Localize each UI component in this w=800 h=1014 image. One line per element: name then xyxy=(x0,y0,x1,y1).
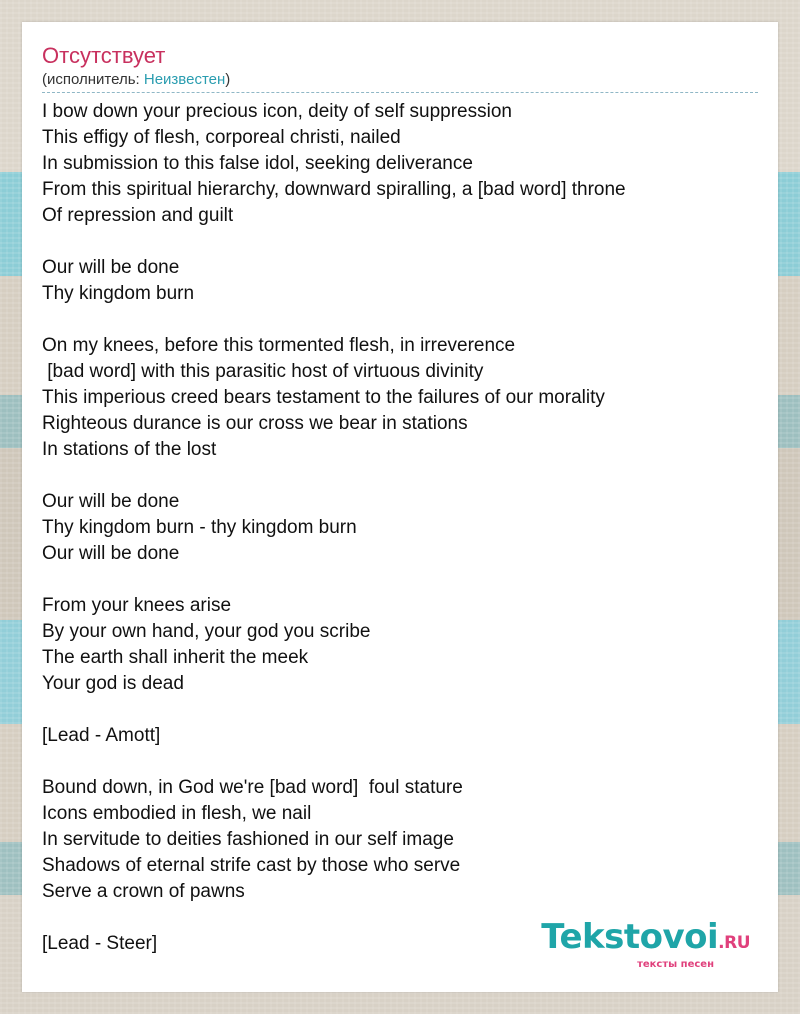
lyric-line: Our will be done xyxy=(42,543,180,564)
song-title: Отсутствует xyxy=(42,43,166,68)
artist-suffix: ) xyxy=(225,71,231,88)
lyric-line: [bad word] with this parasitic host of virtuous divinity xyxy=(42,361,484,382)
lyric-line: In servitude to deities fashioned in our self image xyxy=(42,829,454,850)
lyric-line: In submission to this false idol, seeking deliverance xyxy=(42,153,473,174)
lyric-line: By your own hand, your god you scribe xyxy=(42,621,371,642)
lyric-line: In stations of the lost xyxy=(42,439,217,460)
lyric-blank-line xyxy=(42,229,758,255)
logo-wordmark xyxy=(530,917,750,960)
lyric-line: Of repression and guilt xyxy=(42,205,234,226)
lyric-line: [Lead - Steer] xyxy=(42,933,158,954)
lyrics-text xyxy=(42,99,758,957)
lyric-line: Our will be done xyxy=(42,491,180,512)
logo-tld: .RU xyxy=(718,933,750,953)
lyric-line: This effigy of flesh, corporeal christi, nailed xyxy=(42,127,401,148)
logo-tagline: тексты песен xyxy=(637,959,714,970)
lyric-line: From your knees arise xyxy=(42,595,232,616)
lyric-line: [Lead - Amott] xyxy=(42,725,161,746)
lyric-blank-line xyxy=(42,697,758,723)
lyric-line: Icons embodied in flesh, we nail xyxy=(42,803,312,824)
lyric-line: From this spiritual hierarchy, downward spiralling, a [bad word] throne xyxy=(42,179,626,200)
lyric-line: The earth shall inherit the meek xyxy=(42,647,309,668)
logo-name: Tekstovoi xyxy=(541,917,719,957)
lyric-blank-line xyxy=(42,463,758,489)
lyric-line: Your god is dead xyxy=(42,673,184,694)
artist-link[interactable]: Неизвестен xyxy=(143,71,226,88)
lyric-line: On my knees, before this tormented flesh, in irreverence xyxy=(42,335,516,356)
lyric-line: Thy kingdom burn - thy kingdom burn xyxy=(42,517,357,538)
artist-prefix: (исполнитель: xyxy=(42,71,144,88)
lyric-blank-line xyxy=(42,307,758,333)
artist-line xyxy=(42,70,758,93)
lyric-blank-line xyxy=(42,567,758,593)
site-logo[interactable] xyxy=(530,917,750,970)
lyric-blank-line xyxy=(42,749,758,775)
lyric-line: Righteous durance is our cross we bear in stations xyxy=(42,413,468,434)
lyric-line: Our will be done xyxy=(42,257,180,278)
lyric-line: Shadows of eternal strife cast by those who serve xyxy=(42,855,461,876)
lyric-line: This imperious creed bears testament to the failures of our morality xyxy=(42,387,605,408)
lyric-line: Bound down, in God we're [bad word] foul stature xyxy=(42,777,463,798)
lyrics-card xyxy=(22,22,778,992)
lyric-line: I bow down your precious icon, deity of self suppression xyxy=(42,101,512,122)
lyric-line: Thy kingdom burn xyxy=(42,283,195,304)
lyric-line: Serve a crown of pawns xyxy=(42,881,245,902)
